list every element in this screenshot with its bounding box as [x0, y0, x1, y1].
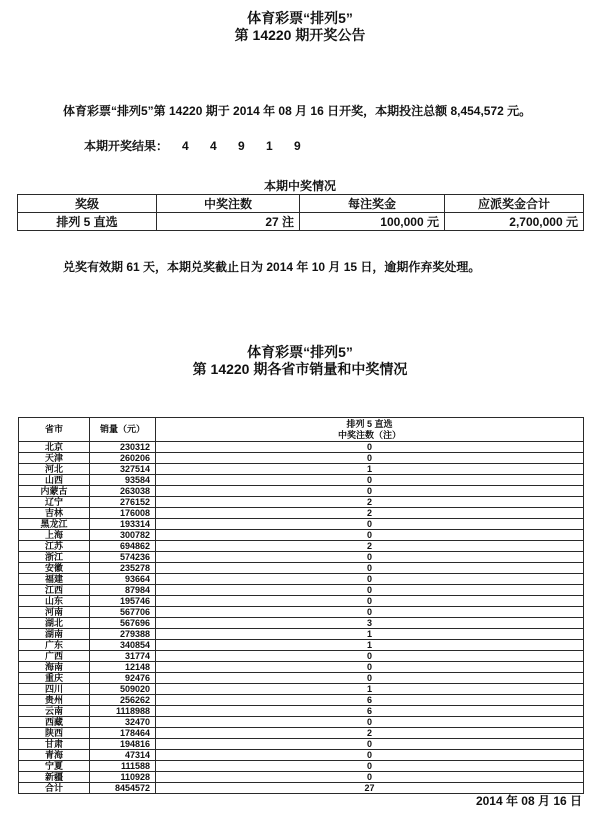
- table-cell: 195746: [90, 596, 156, 607]
- table-row: [19, 717, 584, 728]
- table-cell: 0: [156, 750, 584, 761]
- table-cell: 230312: [90, 442, 156, 453]
- table-cell: 合计: [19, 783, 90, 794]
- table-cell: 0: [156, 585, 584, 596]
- table-cell: 279388: [90, 629, 156, 640]
- table-cell: 1: [156, 629, 584, 640]
- draw-result-label: 本期开奖结果：: [84, 139, 169, 153]
- table-cell: 0: [156, 772, 584, 783]
- table-cell: 四川: [19, 684, 90, 695]
- table-cell: 1: [156, 640, 584, 651]
- table-cell: 93584: [90, 475, 156, 486]
- table-cell: 300782: [90, 530, 156, 541]
- table-cell: 北京: [19, 442, 90, 453]
- table-cell: 0: [156, 651, 584, 662]
- table-cell: 0: [156, 761, 584, 772]
- table-row: [19, 508, 584, 519]
- redeem-note: 兑奖有效期 61 天，本期兑奖截止日为 2014 年 10 月 15 日，逾期作弃奖处理。: [63, 260, 481, 274]
- table-cell: 327514: [90, 464, 156, 475]
- table-row: [19, 541, 584, 552]
- table-row: [19, 651, 584, 662]
- table-row: [18, 213, 584, 231]
- table-cell: 山东: [19, 596, 90, 607]
- table-cell: 安徽: [19, 563, 90, 574]
- table-cell: 111588: [90, 761, 156, 772]
- table-row: [19, 728, 584, 739]
- province-title-line2: 第 14220 期各省市销量和中奖情况: [192, 361, 408, 377]
- document-title: [0, 10, 600, 44]
- table-row: [19, 475, 584, 486]
- table-cell: 1: [156, 684, 584, 695]
- table-cell: 3: [156, 618, 584, 629]
- table-cell: 193314: [90, 519, 156, 530]
- table-cell: 广东: [19, 640, 90, 651]
- prize-table: [17, 194, 584, 231]
- prize-table-caption: 本期中奖情况: [263, 179, 336, 193]
- table-cell: 云南: [19, 706, 90, 717]
- table-cell: 2: [156, 728, 584, 739]
- table-row: [19, 530, 584, 541]
- table-cell: 0: [156, 453, 584, 464]
- prize-table-header-row: [18, 195, 584, 213]
- draw-result-numbers: 4 4 9 1 9: [182, 139, 310, 153]
- table-cell: 山西: [19, 475, 90, 486]
- table-cell: 江苏: [19, 541, 90, 552]
- table-cell: 辽宁: [19, 497, 90, 508]
- table-cell: 574236: [90, 552, 156, 563]
- table-cell: 西藏: [19, 717, 90, 728]
- prize-header-total: 应派奖金合计: [445, 195, 584, 213]
- table-row: [19, 607, 584, 618]
- table-row: [19, 662, 584, 673]
- table-cell: 32470: [90, 717, 156, 728]
- table-row: [19, 673, 584, 684]
- table-cell: 0: [156, 739, 584, 750]
- table-cell: 黑龙江: [19, 519, 90, 530]
- province-table-header-row: [19, 418, 584, 442]
- table-row: [19, 563, 584, 574]
- document-title-line2: 第 14220 期开奖公告: [234, 27, 366, 43]
- table-cell: 340854: [90, 640, 156, 651]
- prize-header-count: 中奖注数: [157, 195, 300, 213]
- table-cell: 93664: [90, 574, 156, 585]
- table-cell: 湖北: [19, 618, 90, 629]
- table-cell: 263038: [90, 486, 156, 497]
- table-cell: 1118988: [90, 706, 156, 717]
- table-cell: 天津: [19, 453, 90, 464]
- table-cell: 27 注: [157, 213, 300, 231]
- table-cell: 567706: [90, 607, 156, 618]
- table-row: [19, 574, 584, 585]
- table-cell: 甘肃: [19, 739, 90, 750]
- table-row: [19, 629, 584, 640]
- table-cell: 河北: [19, 464, 90, 475]
- table-cell: 2: [156, 497, 584, 508]
- table-cell: 江西: [19, 585, 90, 596]
- province-header-sales: 销量（元）: [90, 418, 156, 442]
- table-cell: 276152: [90, 497, 156, 508]
- table-cell: 509020: [90, 684, 156, 695]
- table-cell: 宁夏: [19, 761, 90, 772]
- table-cell: 0: [156, 563, 584, 574]
- table-cell: 0: [156, 475, 584, 486]
- table-row: [19, 772, 584, 783]
- table-cell: 贵州: [19, 695, 90, 706]
- table-cell: 新疆: [19, 772, 90, 783]
- table-cell: 1: [156, 464, 584, 475]
- table-cell: 广西: [19, 651, 90, 662]
- table-cell: 110928: [90, 772, 156, 783]
- table-cell: 上海: [19, 530, 90, 541]
- table-cell: 0: [156, 486, 584, 497]
- table-cell: 湖南: [19, 629, 90, 640]
- table-cell: 青海: [19, 750, 90, 761]
- table-cell: 0: [156, 662, 584, 673]
- table-cell: 12148: [90, 662, 156, 673]
- table-cell: 694862: [90, 541, 156, 552]
- table-row: [19, 761, 584, 772]
- table-cell: 27: [156, 783, 584, 794]
- table-cell: 567696: [90, 618, 156, 629]
- table-cell: 256262: [90, 695, 156, 706]
- table-cell: 92476: [90, 673, 156, 684]
- table-row: [19, 442, 584, 453]
- table-cell: 0: [156, 673, 584, 684]
- table-cell: 0: [156, 519, 584, 530]
- province-header-prize: [156, 418, 584, 442]
- table-row: [19, 552, 584, 563]
- table-cell: 260206: [90, 453, 156, 464]
- table-cell: 0: [156, 530, 584, 541]
- table-cell: 0: [156, 574, 584, 585]
- table-cell: 31774: [90, 651, 156, 662]
- table-cell: 235278: [90, 563, 156, 574]
- table-cell: 海南: [19, 662, 90, 673]
- table-cell: 吉林: [19, 508, 90, 519]
- table-cell: 194816: [90, 739, 156, 750]
- table-cell: 0: [156, 596, 584, 607]
- province-header-prize-line1: 排列 5 直选: [346, 418, 393, 429]
- table-cell: 178464: [90, 728, 156, 739]
- table-row: [19, 739, 584, 750]
- province-header-name: 省市: [19, 418, 90, 442]
- table-row: [19, 519, 584, 530]
- draw-result-line: [84, 137, 310, 154]
- table-cell: 0: [156, 717, 584, 728]
- intro-paragraph: 体育彩票“排列5”第 14220 期于 2014 年 08 月 16 日开奖，本期投注总额 8,454,572 元。: [63, 104, 532, 118]
- table-cell: 6: [156, 706, 584, 717]
- table-cell: 2: [156, 508, 584, 519]
- table-row: [19, 695, 584, 706]
- table-row: [19, 706, 584, 717]
- province-title-line1: 体育彩票“排列5”: [247, 344, 353, 360]
- table-cell: 87984: [90, 585, 156, 596]
- table-cell: 重庆: [19, 673, 90, 684]
- table-cell: 0: [156, 552, 584, 563]
- table-cell: 0: [156, 442, 584, 453]
- table-row: [19, 596, 584, 607]
- table-cell: 8454572: [90, 783, 156, 794]
- table-cell: 陕西: [19, 728, 90, 739]
- table-cell: 排列 5 直选: [18, 213, 157, 231]
- prize-header-level: 奖级: [18, 195, 157, 213]
- footer-date: 2014 年 08 月 16 日: [475, 794, 582, 808]
- table-cell: 2,700,000 元: [445, 213, 584, 231]
- table-row: [19, 684, 584, 695]
- table-row: [19, 618, 584, 629]
- province-section-title: [0, 344, 600, 378]
- table-row: [19, 497, 584, 508]
- table-row: [19, 585, 584, 596]
- prize-header-amount: 每注奖金: [300, 195, 445, 213]
- table-cell: 河南: [19, 607, 90, 618]
- province-table-body: [19, 442, 584, 794]
- table-row: [19, 640, 584, 651]
- table-cell: 福建: [19, 574, 90, 585]
- province-table: [18, 417, 584, 794]
- table-cell: 100,000 元: [300, 213, 445, 231]
- table-cell: 47314: [90, 750, 156, 761]
- table-row: [19, 453, 584, 464]
- document-title-line1: 体育彩票“排列5”: [247, 10, 353, 26]
- table-cell: 176008: [90, 508, 156, 519]
- table-cell: 0: [156, 607, 584, 618]
- table-cell: 浙江: [19, 552, 90, 563]
- table-row: [19, 750, 584, 761]
- table-row: [19, 464, 584, 475]
- prize-table-body: [18, 213, 584, 231]
- table-cell: 6: [156, 695, 584, 706]
- table-cell: 内蒙古: [19, 486, 90, 497]
- table-cell: 2: [156, 541, 584, 552]
- province-header-prize-line2: 中奖注数（注）: [337, 429, 401, 440]
- table-row: [19, 486, 584, 497]
